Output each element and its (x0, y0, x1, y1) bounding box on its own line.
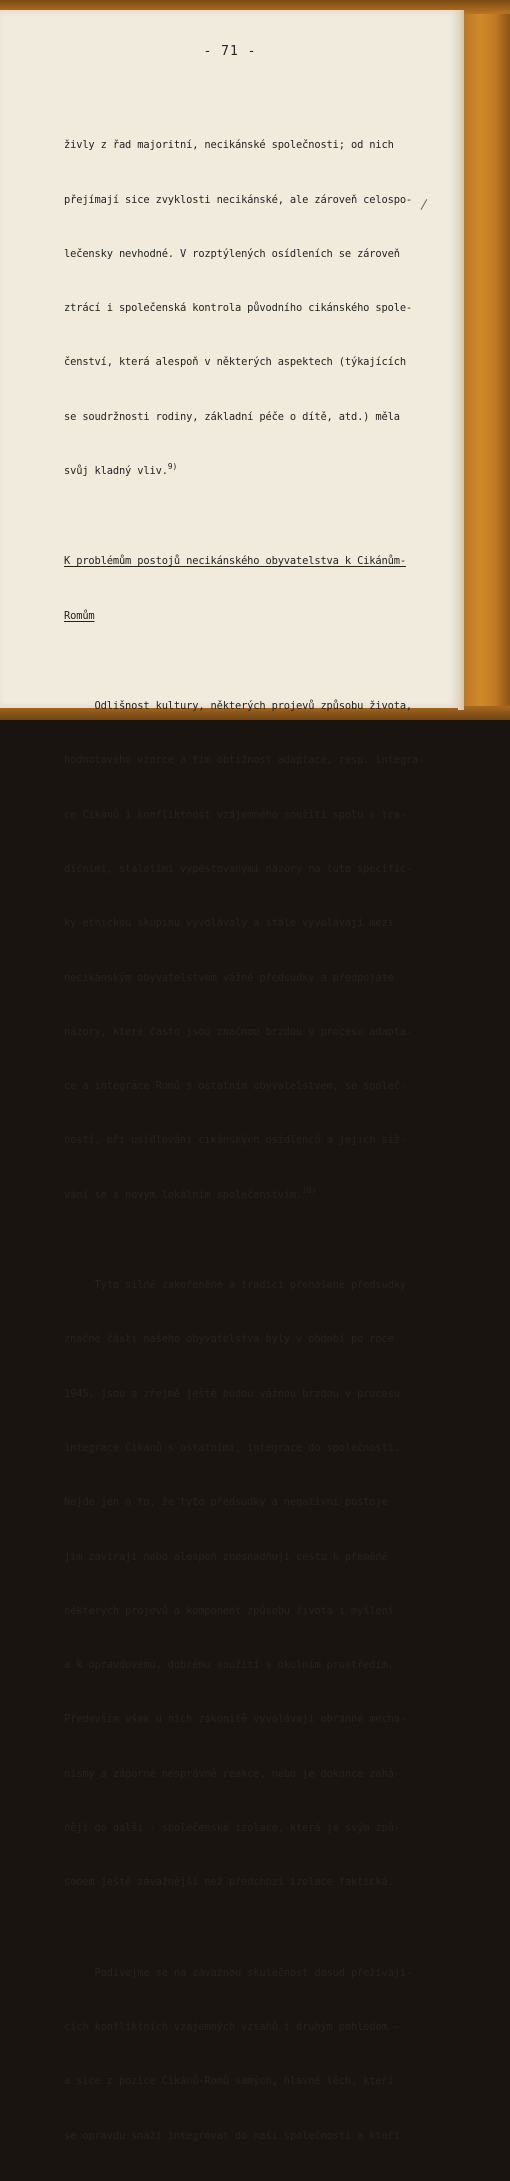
text-line: necikánským obyvatelstvem vážné předsudky a předpojaté (64, 971, 394, 984)
text-line: značné části našeho obyvatelstva byly v období po roce (64, 1333, 394, 1346)
text-line: dičními, staletími vypěstovanými názory na tuto specific- (64, 863, 413, 876)
text-line: Tyto silně zakořeněné a tradicí přenášené předsudky (64, 1279, 406, 1292)
text-line: se opravdu snaží integrovat do naší společnosti a kteří (64, 2129, 400, 2142)
text-line: ce a integrace Romů s ostatním obyvatelstvem, se společ- (64, 1080, 406, 1093)
page-sheet (0, 10, 460, 2142)
text-line: Nejde jen o to, že tyto předsudky a negativní postoje (64, 1496, 388, 1509)
text-line: ztrácí i společenská kontrola původního cikánského spole- (64, 302, 413, 315)
section-heading: Romům (64, 609, 95, 622)
text-line: ností, při usídlování cikánských osídlenců a jejich síž- (64, 1134, 406, 1147)
text-line: integrace Cikánů s ostatními, integrace do společnosti. (64, 1442, 400, 1455)
footnote-marker: 10) (302, 1185, 317, 1195)
text-line: jim zavírají nebo alespoň znesnadňují cestu k přeměně (64, 1550, 388, 1563)
page-number: - 71 - (203, 44, 257, 59)
text-line: nějí do další - společenské izolace, která je svým způ- (64, 1822, 400, 1834)
text-line: a k opravdovému, dobrému soužití s okolním prostředím. (64, 1659, 394, 1672)
text-segment: svůj kladný vliv. (64, 464, 168, 477)
text-line: Podívejme se na závažnou skutečnost dosud přežívají- (64, 1966, 413, 1979)
text-line: hodnotového vzorce a tím obtížnost adaptace, resp. integra- (64, 754, 425, 767)
text-line: ce Cikánů i konfliktnost vzájemného soužití spolu s tra- (64, 808, 406, 821)
text-line: cích konfliktních vzájemných vztahů i druhým pohledem - (64, 2021, 400, 2034)
text-line: Odlišnost kultury, některých projevů způsobu života, (64, 700, 413, 713)
text-line: lečensky nevhodné. V rozptýlených osídleních se zároveň (64, 247, 400, 260)
text-segment: vání se s novým lokálním společenstvím. (64, 1188, 303, 1201)
text-line (64, 462, 434, 480)
text-line: a sice z pozice Cikánů-Romů samých, hlavně těch, kteří (64, 2075, 394, 2088)
text-line (64, 1186, 434, 1204)
text-line: ky-etnickou skupinu vyvolávaly a stále vyvolávají mezi (64, 917, 394, 930)
text-line: Především však u nich zákonitě vyvolávají obranné mecha- (64, 1713, 406, 1726)
footnote-marker: 9) (167, 461, 178, 471)
page-text (64, 82, 434, 2181)
text-line: některých projevů a komponent způsobu života i myšlení (64, 1604, 394, 1617)
text-line: sobem ještě závažnější než předchozí izolace faktická. (64, 1876, 394, 1889)
text-line: přejímají sice zvyklosti necikánské, ale zároveň celospo- (64, 193, 413, 206)
text-line: čenství, která alespoň v některých aspektech (týkajících (64, 356, 406, 369)
book-binding-right (460, 0, 510, 720)
text-line: živly z řad majoritní, necikánské společnosti; od nich (64, 139, 394, 152)
text-line: 1945, jsou a zřejmě ještě budou vážnou brzdou v procesu (64, 1387, 400, 1400)
section-heading: K problémům postojů necikánského obyvatelstva k Cikánům- (64, 555, 406, 568)
text-line: nismy a záporné nesprávné reakce, nebo je dokonce zahá- (64, 1767, 400, 1780)
text-line: se soudržnosti rodiny, základní péče o dítě, atd.) měla (64, 410, 400, 423)
text-line: názory, které často jsou značnou brzdou v procesu adapta- (64, 1025, 413, 1038)
